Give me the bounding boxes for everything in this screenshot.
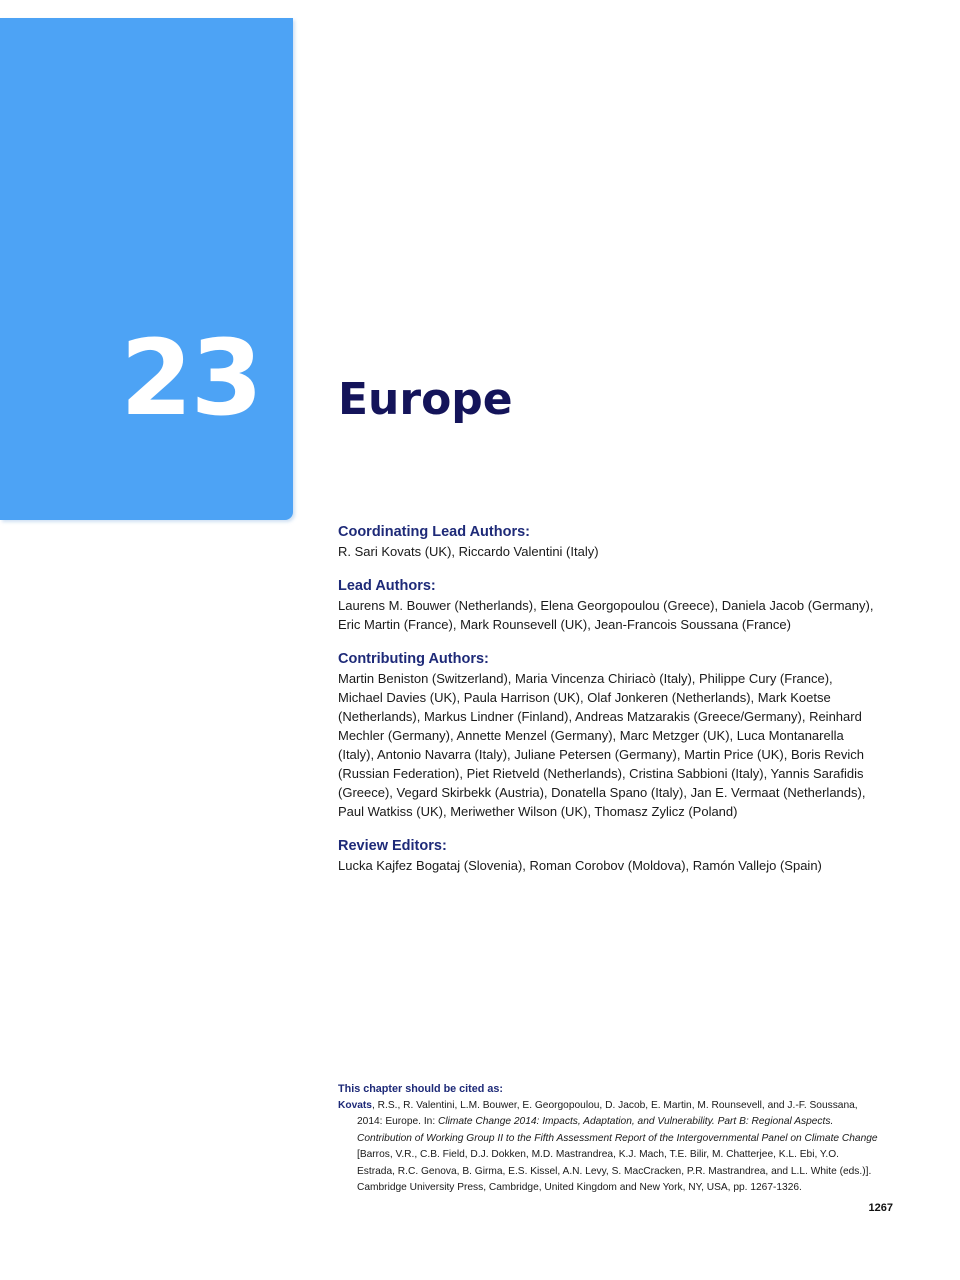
section-heading: Coordinating Lead Authors: [338,524,530,540]
author-names: Martin Beniston (Switzerland), Maria Vincenza Chiriacò (Italy), Philippe Cury (France), Michael Davies (UK), Paula Harrison (UK), Olaf Jonkeren (Netherlands), Mark Koetse (Netherlands), Markus Lindner (Finland), Andreas Matzarakis (Greece/Germany), Reinhard Mechler (Germany), Annette Menzel (Germany), Marc Metzger (UK), Luca Montanarella (Italy), Antonio Navarra (Italy), Juliane Petersen (Germany), Martin Price (UK), Boris Revich (Russian Federation), Piet Rietveld (Netherlands), Cristina Sabbioni (Italy), Yannis Sarafidis (Greece), Vegard Skirbekk (Austria), Donatella Spano (Italy), Jan E. Vermaat (Netherlands), Paul Watkiss (UK), Meriwether Wilson (UK), Thomasz Zylicz (Poland) [338,671,866,819]
section-heading: Review Editors: [338,838,447,854]
review-editors-section [338,837,878,875]
citation-book-title: Climate Change 2014: Impacts, Adaptation, and Vulnerability. Part B: Regional Aspects. Contribution of Working Group II to the Fifth Assessment Report of the Intergovernmental Panel on Climate Change [357,1116,878,1144]
chapter-number: 23 [120,317,261,439]
lead-authors-section [338,577,878,634]
citation-block [338,1081,878,1197]
chapter-title: Europe [338,374,513,425]
citation-text-part: [Barros, V.R., C.B. Field, D.J. Dokken, M.D. Mastrandrea, K.J. Mach, T.E. Bilir, M. Chatterjee, K.L. Ebi, Y.O. Estrada, R.C. Genova, B. Girma, E.S. Kissel, A.N. Levy, S. MacCracken, P.R. Mastrandrea, and L.L. White (eds.)]. Cambridge University Press, Cambridge, United Kingdom and New York, NY, USA, pp. 1267-1326. [357,1149,872,1193]
citation-heading: This chapter should be cited as: [338,1083,503,1095]
section-heading: Lead Authors: [338,578,436,594]
coordinating-lead-authors-section [338,523,878,561]
citation-text [338,1098,878,1197]
citation-text-part: , R.S., R. Valentini, L.M. Bouwer, E. Georgopoulou, D. Jacob, E. Martin, M. Rounsevell, and J.-F. Soussana, 2014: Europe. In: [357,1099,858,1127]
author-names: Lucka Kajfez Bogataj (Slovenia), Roman Corobov (Moldova), Ramón Vallejo (Spain) [338,858,822,873]
author-list [338,523,878,891]
section-heading: Contributing Authors: [338,651,489,667]
chapter-number-block [0,18,293,520]
page-number: 1267 [868,1202,893,1214]
contributing-authors-section [338,650,878,821]
author-names: Laurens M. Bouwer (Netherlands), Elena Georgopoulou (Greece), Daniela Jacob (Germany), Eric Martin (France), Mark Rounsevell (UK), Jean-Francois Soussana (France) [338,598,874,632]
citation-lead-author: Kovats [338,1099,372,1111]
author-names: R. Sari Kovats (UK), Riccardo Valentini (Italy) [338,544,599,559]
